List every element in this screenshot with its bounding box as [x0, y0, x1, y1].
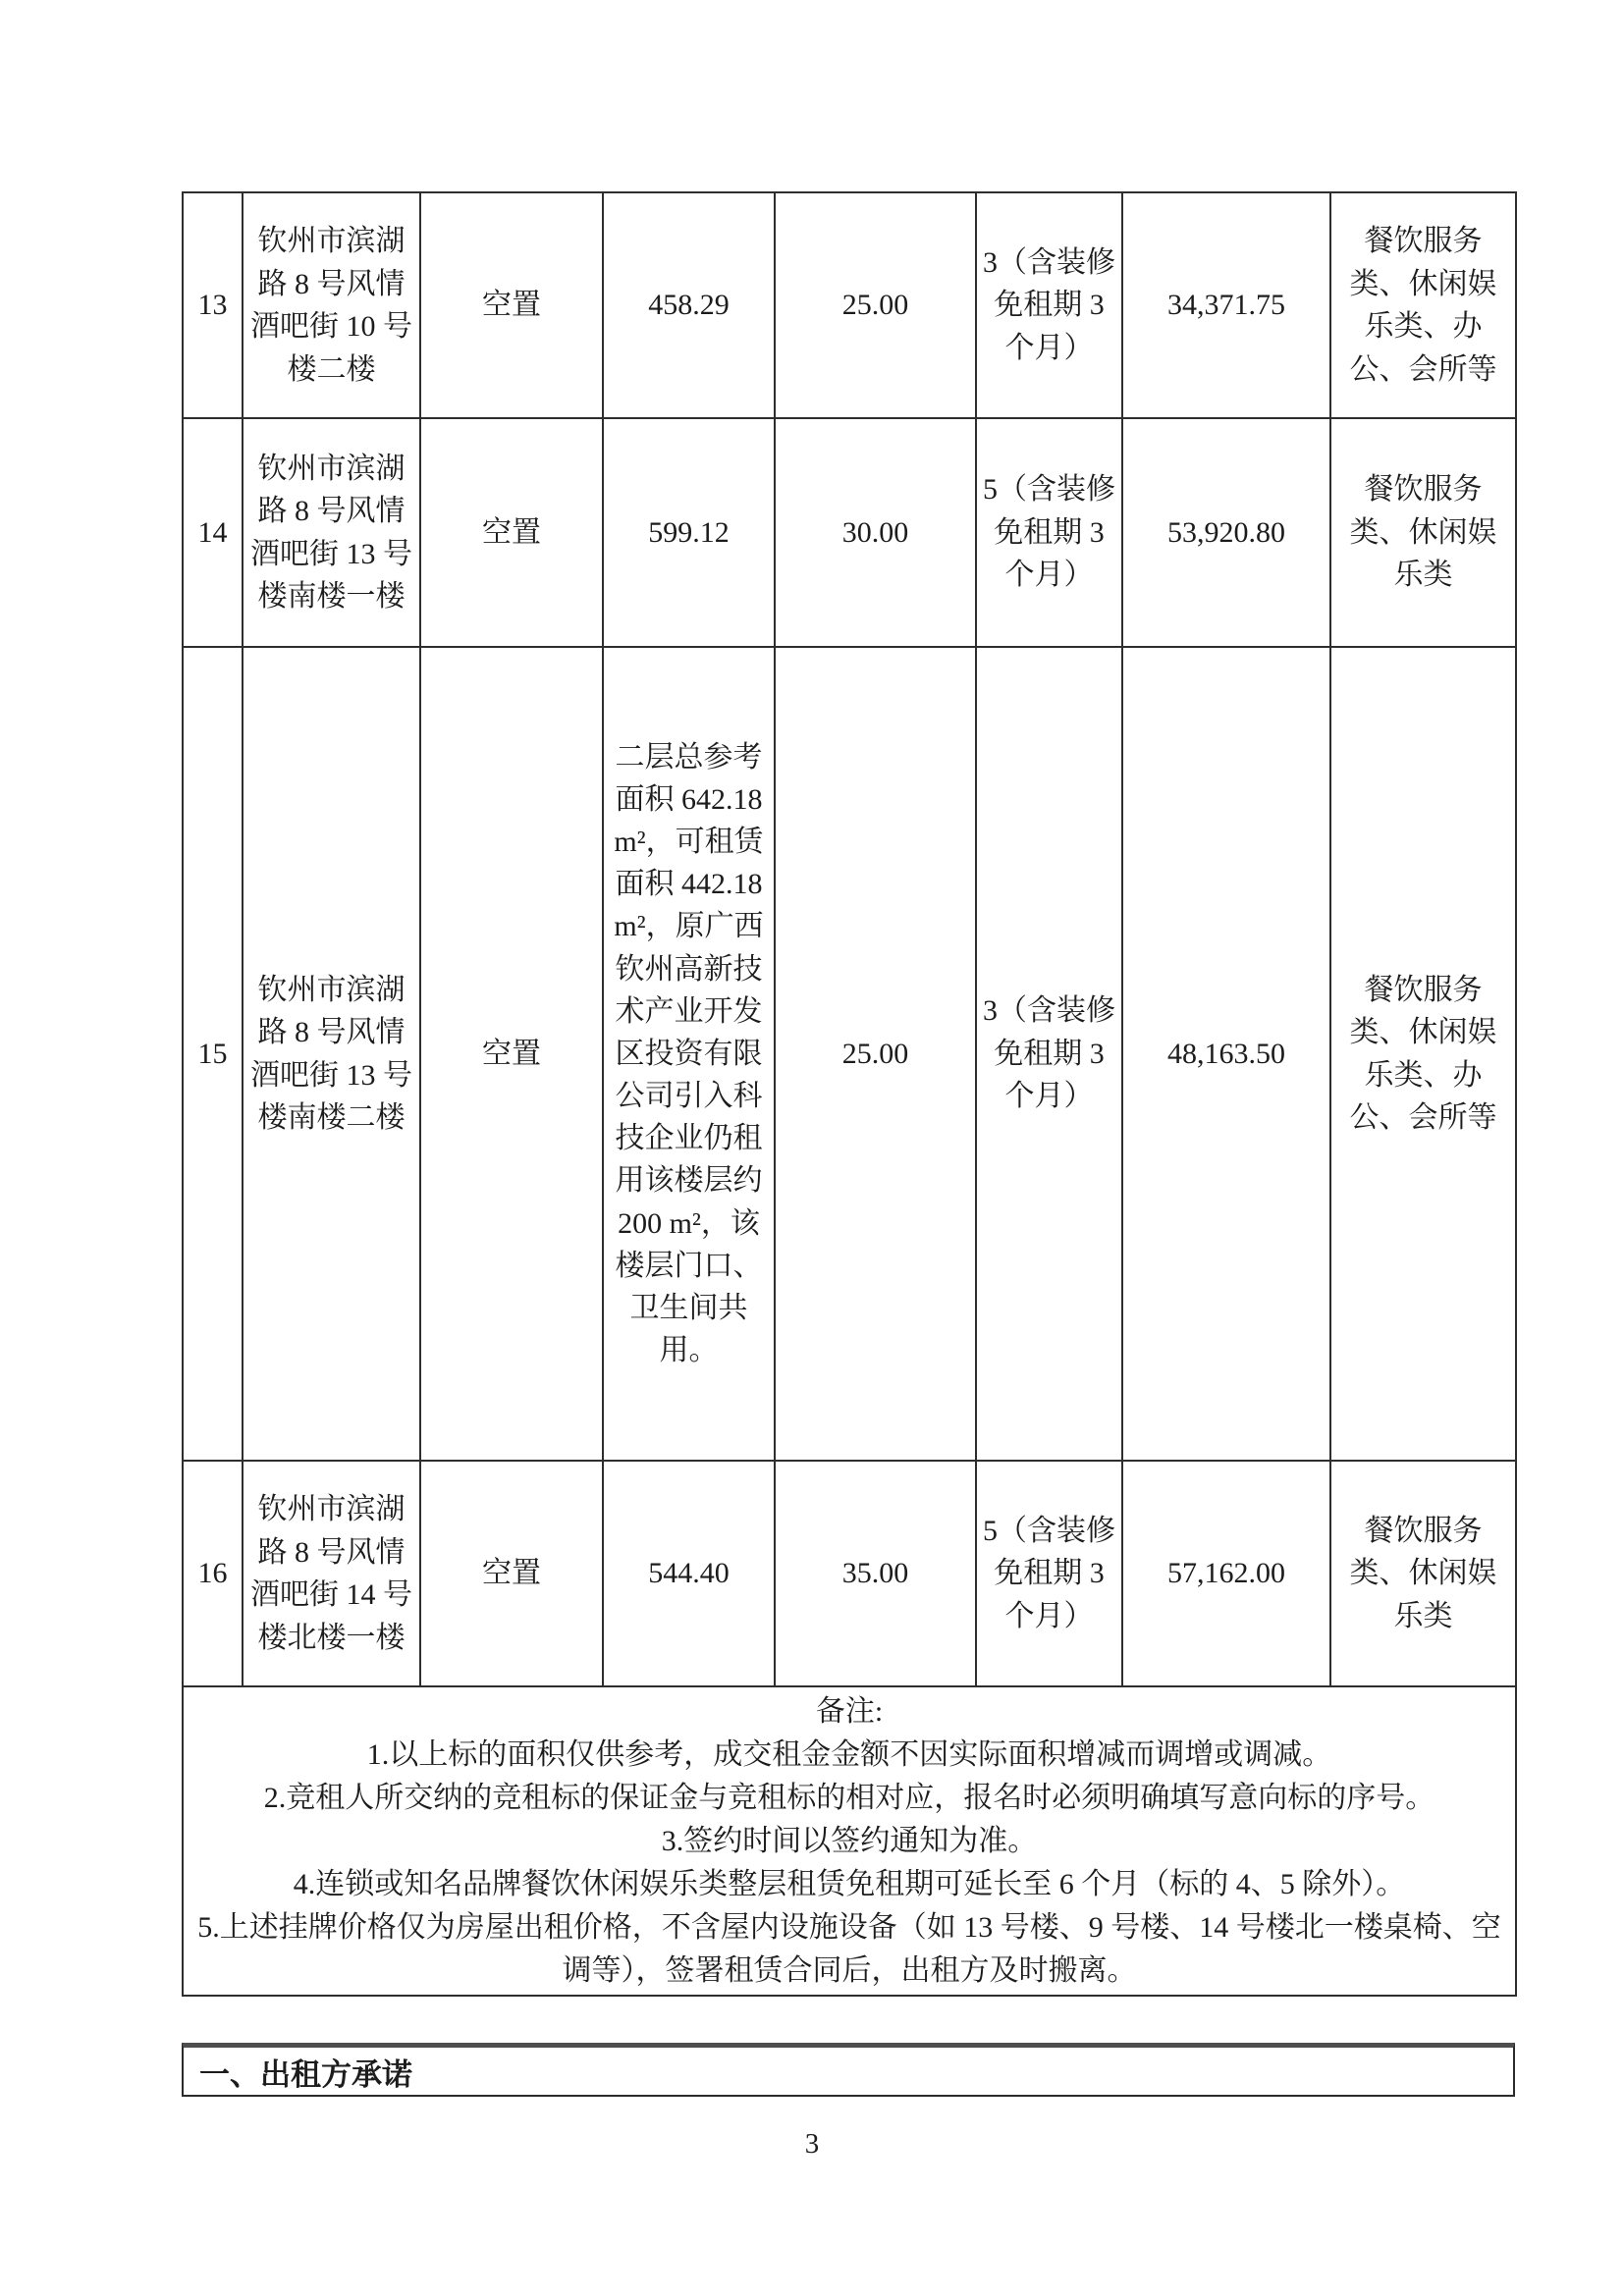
note-item: 2.竞租人所交纳的竞租标的保证金与竞租标的相对应，报名时必须明确填写意向标的序号。 — [263, 1781, 1435, 1814]
section-header-box — [182, 2043, 1515, 2097]
unit-price: 30.00 — [775, 418, 976, 647]
unit-price: 25.00 — [775, 192, 976, 418]
note-item: 4.连锁或知名品牌餐饮休闲娱乐类整层租赁免租期可延长至 6 个月（标的 4、5 除外）。 — [293, 1867, 1406, 1900]
area-value: 458.29 — [603, 192, 775, 418]
property-location: 钦州市滨湖路 8 号风情酒吧街 14 号楼北楼一楼 — [243, 1461, 420, 1686]
business-category: 餐饮服务类、休闲娱乐类、办公、会所等 — [1330, 647, 1516, 1461]
business-category: 餐饮服务类、休闲娱乐类 — [1330, 418, 1516, 647]
lease-term: 3（含装修免租期 3 个月） — [976, 192, 1122, 418]
occupancy-status: 空置 — [420, 647, 603, 1461]
lease-term: 5（含装修免租期 3 个月） — [976, 418, 1122, 647]
row-number: 13 — [183, 192, 243, 418]
property-location: 钦州市滨湖路 8 号风情酒吧街 10 号楼二楼 — [243, 192, 420, 418]
rent-amount: 53,920.80 — [1122, 418, 1330, 647]
occupancy-status: 空置 — [420, 1461, 603, 1686]
area-description — [603, 647, 775, 1461]
lease-term: 3（含装修免租期 3 个月） — [976, 647, 1122, 1461]
occupancy-status: 空置 — [420, 192, 603, 418]
note-item: 1.以上标的面积仅供参考，成交租金金额不因实际面积增减而调增或调减。 — [366, 1737, 1332, 1771]
area-value: 599.12 — [603, 418, 775, 647]
row-number: 16 — [183, 1461, 243, 1686]
notes-row — [183, 1686, 1516, 1996]
page-number: 3 — [804, 2128, 820, 2160]
note-item: 3.签约时间以签约通知为准。 — [661, 1824, 1038, 1857]
area-description-text: 二层总参考面积 642.18 m²，可租赁面积 442.18 m²，原广西钦州高新技术产业开发区投资有限公司引入科技企业仍租用该楼层约 200 m²，该楼层门口、卫生间共用。 — [614, 740, 764, 1367]
rent-amount: 57,162.00 — [1122, 1461, 1330, 1686]
notes-title: 备注: — [815, 1694, 884, 1728]
table-row — [183, 418, 1516, 647]
occupancy-status: 空置 — [420, 418, 603, 647]
property-location: 钦州市滨湖路 8 号风情酒吧街 13 号楼南楼一楼 — [243, 418, 420, 647]
table-row — [183, 647, 1516, 1461]
row-number: 14 — [183, 418, 243, 647]
property-location: 钦州市滨湖路 8 号风情酒吧街 13 号楼南楼二楼 — [243, 647, 420, 1461]
notes-cell — [183, 1686, 1516, 1996]
area-value: 544.40 — [603, 1461, 775, 1686]
rental-listing-table — [182, 191, 1517, 1997]
lease-term: 5（含装修免租期 3 个月） — [976, 1461, 1122, 1686]
business-category: 餐饮服务类、休闲娱乐类、办公、会所等 — [1330, 192, 1516, 418]
table-row — [183, 192, 1516, 418]
note-item: 5.上述挂牌价格仅为房屋出租价格，不含屋内设施设备（如 13 号楼、9 号楼、14 号楼北一楼桌椅、空调等），签署租赁合同后，出租方及时搬离。 — [197, 1910, 1501, 1987]
row-number: 15 — [183, 647, 243, 1461]
rent-amount: 34,371.75 — [1122, 192, 1330, 418]
unit-price: 35.00 — [775, 1461, 976, 1686]
business-category: 餐饮服务类、休闲娱乐类 — [1330, 1461, 1516, 1686]
unit-price: 25.00 — [775, 647, 976, 1461]
rent-amount: 48,163.50 — [1122, 647, 1330, 1461]
table-row — [183, 1461, 1516, 1686]
section-title: 一、出租方承诺 — [199, 2056, 412, 2092]
